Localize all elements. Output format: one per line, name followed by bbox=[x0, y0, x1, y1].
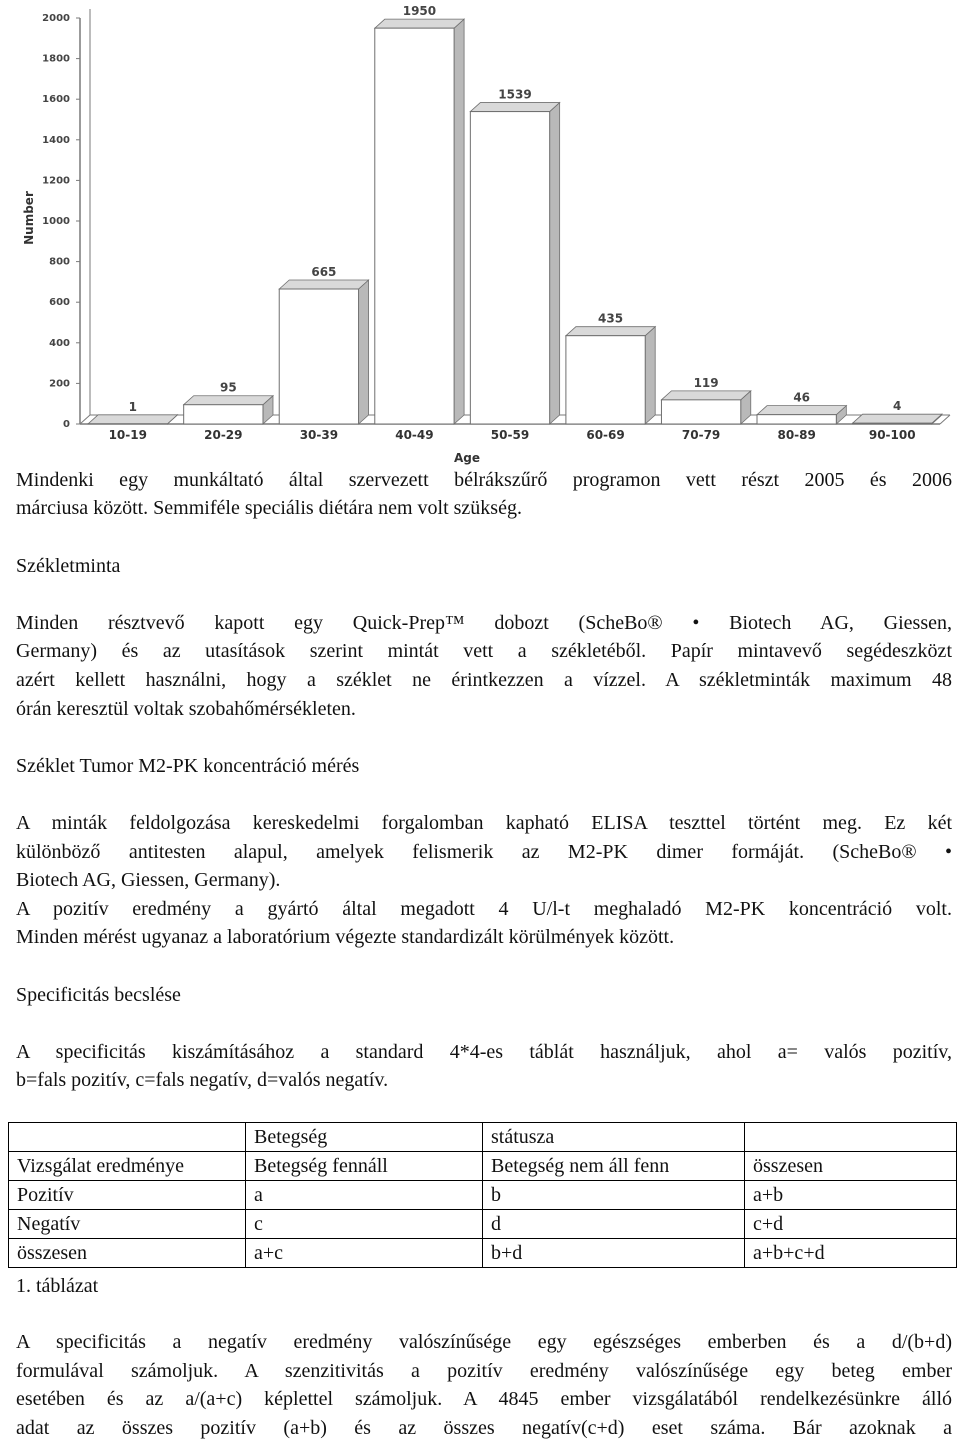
paragraph-specificity-line-2: b=fals pozitív, c=fals negatív, d=valós negatív. bbox=[16, 1069, 389, 1091]
paragraph-measurement-line-4: A pozitív eredmény a gyártó által megadott 4 U/l-t meghaladó M2-PK koncentráció volt. bbox=[16, 898, 952, 920]
bar-side bbox=[454, 19, 464, 424]
y-tick-label: 2000 bbox=[42, 13, 70, 24]
x-tick-label: 80-89 bbox=[777, 428, 816, 442]
x-tick-label: 90-100 bbox=[868, 428, 916, 442]
y-tick-label: 200 bbox=[49, 378, 70, 390]
table-cell: c bbox=[246, 1210, 483, 1239]
table-cell: c+d bbox=[745, 1210, 957, 1239]
table-row bbox=[9, 1123, 957, 1152]
x-tick-label: 20-29 bbox=[204, 428, 243, 442]
paragraph-formula-line-2: formulával számoljuk. A szenzitivitás a pozitív eredmény valószínűsége egy beteg ember bbox=[16, 1360, 952, 1382]
paragraph-specificity-line-1: A specificitás kiszámításához a standard 4*4-es táblát használjuk, ahol a= valós pozitív, bbox=[16, 1041, 952, 1063]
paragraph-measurement-line-2: különböző antitesten alapul, amelyek felismerik az M2-PK dimer formáját. (ScheBo® • bbox=[16, 841, 952, 863]
x-axis-label: Age bbox=[453, 451, 481, 465]
table-cell: a+b+c+d bbox=[745, 1239, 957, 1268]
bar bbox=[375, 28, 454, 424]
table-row bbox=[9, 1181, 957, 1210]
floor-right-line bbox=[940, 415, 950, 424]
table-caption: 1. táblázat bbox=[16, 1275, 99, 1297]
bar-data-label: 1950 bbox=[402, 4, 437, 19]
paragraph-measurement-line-3: Biotech AG, Giessen, Germany). bbox=[16, 869, 281, 891]
bar-top bbox=[661, 391, 750, 400]
bar-data-label: 665 bbox=[311, 265, 337, 280]
paragraph-formula-line-4: adat az összes pozitív (a+b) és az összes negatív(c+d) eset száma. Bár azoknak a bbox=[16, 1417, 952, 1439]
y-tick-label: 1800 bbox=[42, 53, 70, 65]
bars bbox=[88, 4, 942, 424]
x-tick-label: 10-19 bbox=[108, 428, 147, 442]
paragraph-measurement-line-1: A minták feldolgozása kereskedelmi forgalomban kapható ELISA teszttel történt meg. Ez két bbox=[16, 812, 952, 834]
y-tick-label: 1200 bbox=[42, 175, 70, 187]
bar bbox=[661, 400, 740, 424]
y-axis-ticks bbox=[42, 13, 80, 430]
floor-edge-line bbox=[80, 415, 90, 424]
table-cell: a+c bbox=[246, 1239, 483, 1268]
bar-side bbox=[550, 103, 560, 424]
bar-top bbox=[184, 396, 273, 405]
bar-top bbox=[375, 19, 464, 28]
bar-top bbox=[566, 327, 655, 336]
bar bbox=[184, 405, 263, 424]
bar-top bbox=[88, 415, 177, 424]
table-cell bbox=[745, 1123, 957, 1152]
table-cell: a bbox=[246, 1181, 483, 1210]
bar-top bbox=[757, 406, 846, 415]
paragraph-intro-line-1: Mindenki egy munkáltató által szervezett bélrákszűrő programon vett részt 2005 és 2006 bbox=[16, 469, 952, 491]
bar-data-label: 1 bbox=[128, 399, 137, 414]
bar-data-label: 435 bbox=[598, 311, 624, 326]
paragraph-measurement-line-5: Minden mérést ugyanaz a laboratórium végezte standardizált körülmények között. bbox=[16, 926, 675, 948]
table-cell: Negatív bbox=[9, 1210, 246, 1239]
heading-m2pk-measurement: Széklet Tumor M2-PK koncentráció mérés bbox=[16, 755, 360, 777]
bar-side bbox=[645, 327, 655, 424]
paragraph-sample-line-4: órán keresztül voltak szobahőmérsékleten. bbox=[16, 698, 356, 720]
y-tick-label: 1000 bbox=[42, 216, 70, 227]
paragraph-sample-line-1: Minden résztvevő kapott egy Quick-Prep™ dobozt (ScheBo® • Biotech AG, Giessen, bbox=[16, 612, 952, 634]
y-tick-label: 1400 bbox=[42, 134, 70, 146]
bar bbox=[470, 112, 549, 424]
paragraph-intro-line-2: márciusa között. Semmiféle speciális diétára nem volt szükség. bbox=[16, 497, 522, 519]
x-tick-label: 70-79 bbox=[681, 428, 721, 442]
bar-top bbox=[470, 103, 559, 112]
x-tick-label: 60-69 bbox=[586, 428, 625, 442]
bar-data-label: 46 bbox=[793, 390, 811, 405]
paragraph-formula-line-1: A specificitás a negatív eredmény valószínűsége egy egészséges emberben és a d/(b+d) bbox=[16, 1331, 952, 1353]
y-tick-label: 600 bbox=[49, 297, 70, 309]
table-row bbox=[9, 1239, 957, 1268]
paragraph-sample-line-3: azért kellett használni, hogy a széklet ne érintkezzen a vízzel. A székletminták maximum 48 bbox=[16, 669, 952, 691]
heading-szekletminta: Székletminta bbox=[16, 555, 121, 577]
x-tick-label: 40-49 bbox=[395, 428, 434, 442]
table-cell bbox=[9, 1123, 246, 1152]
table-cell: Betegség fennáll bbox=[246, 1152, 483, 1181]
table-cell: Vizsgálat eredménye bbox=[9, 1152, 246, 1181]
table-cell: összesen bbox=[745, 1152, 957, 1181]
x-tick-label: 30-39 bbox=[299, 428, 339, 442]
bar-data-label: 4 bbox=[893, 399, 902, 414]
bar-side bbox=[359, 280, 369, 424]
bar-data-label: 95 bbox=[219, 380, 237, 395]
table-cell: Betegség bbox=[246, 1123, 483, 1152]
table-cell: összesen bbox=[9, 1239, 246, 1268]
table-row bbox=[9, 1152, 957, 1181]
bar-data-label: 1539 bbox=[498, 87, 532, 102]
bar-top bbox=[853, 414, 942, 423]
age-histogram-chart bbox=[0, 0, 960, 465]
table-cell: a+b bbox=[745, 1181, 957, 1210]
x-tick-label: 50-59 bbox=[490, 428, 530, 442]
table-cell: Betegség nem áll fenn bbox=[483, 1152, 745, 1181]
y-tick-label: 800 bbox=[49, 256, 70, 268]
y-axis-label: Number bbox=[22, 191, 36, 245]
y-tick-label: 1600 bbox=[42, 94, 70, 106]
table-cell: d bbox=[483, 1210, 745, 1239]
paragraph-formula-line-3: esetében és az a/(a+c) képlettel számoljuk. A 4845 ember vizsgálatából rendelkezésünkre álló bbox=[16, 1388, 952, 1410]
x-axis-ticks bbox=[109, 428, 916, 442]
bar bbox=[279, 289, 358, 424]
table-cell: b bbox=[483, 1181, 745, 1210]
table-cell: Pozitív bbox=[9, 1181, 246, 1210]
heading-specificity: Specificitás becslése bbox=[16, 984, 181, 1006]
table-row bbox=[9, 1210, 957, 1239]
contingency-table bbox=[8, 1122, 957, 1268]
table-cell: b+d bbox=[483, 1239, 745, 1268]
table-cell: státusza bbox=[483, 1123, 745, 1152]
y-tick-label: 0 bbox=[63, 419, 70, 430]
bar bbox=[566, 336, 645, 424]
paragraph-sample-line-2: Germany) és az utasítások szerint mintát vett a székletéből. Papír mintavevő segédeszközt bbox=[16, 640, 952, 662]
bar bbox=[757, 415, 836, 424]
bar-data-label: 119 bbox=[693, 375, 719, 390]
bar-top bbox=[279, 280, 368, 289]
y-tick-label: 400 bbox=[49, 337, 70, 349]
bar bbox=[853, 423, 932, 424]
